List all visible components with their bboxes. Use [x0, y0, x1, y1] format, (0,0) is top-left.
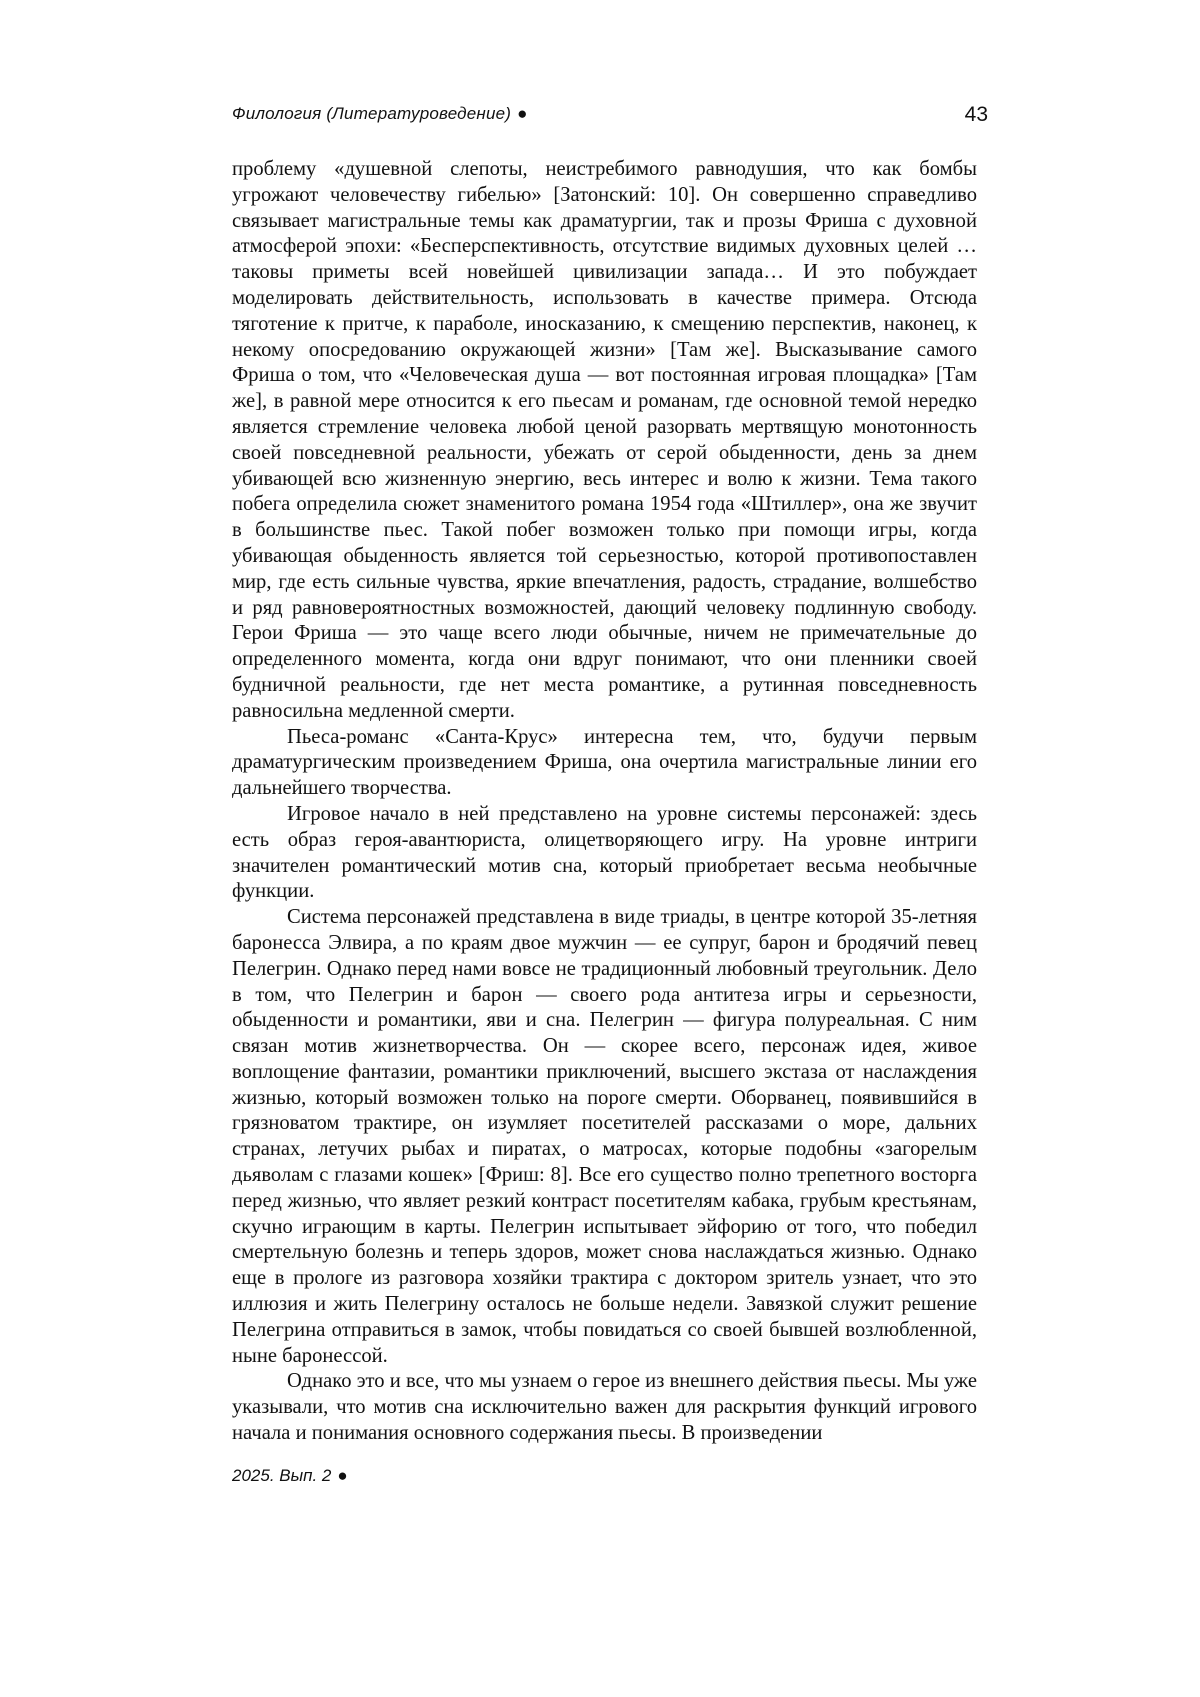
issue-label: 2025. Вып. 2	[232, 1466, 331, 1485]
paragraph-5: Однако это и все, что мы узнаем о герое из внешнего действия пьесы. Мы уже указывали, что мотив сна исключительно важен для раскрытия функций игрового начала и понимания основного содержания пьесы. В произведении	[232, 1369, 977, 1446]
paragraph-4: Система персонажей представлена в виде триады, в центре которой 35-летняя баронесса Элвира, а по краям двое мужчин — ее супруг, барон и бродячий певец Пелегрин. Однако перед нами вовсе не традиционный любовный треугольник. Дело в том, что Пелегрин и барон — своего рода антитеза игры и серьезности, обыденности и романтики, яви и сна. Пелегрин — фигура полуреальная. С ним связан мотив жизнетворчества. Он — скорее всего, персонаж идея, живое воплощение фантазии, романтики приключений, высшего экстаза от наслаждения жизнью, который возможен только на пороге смерти. Оборванец, появившийся в грязноватом трактире, он изумляет посетителей рассказами о море, дальних странах, летучих рыбах и пиратах, о матросах, которые подобны «загорелым дьяволам с глазами кошек» [Фриш: 8]. Все его существо полно трепетного восторга перед жизнью, что являет резкий контраст посетителям кабака, грубым крестьянам, скучно играющим в карты. Пелегрин испытывает эйфорию от того, что победил смертельную болезнь и теперь здоров, может снова наслаждаться жизнью. Однако еще в прологе из разговора хозяйки трактира с доктором зритель узнает, что это иллюзия и жить Пелегрину осталось не больше недели. Завязкой служит решение Пелегрина отправиться в замок, чтобы повидаться со своей бывшей возлюбленной, ныне баронессой.	[232, 905, 977, 1369]
footer-bullet-icon: ●	[337, 1466, 347, 1485]
article-body	[232, 157, 977, 1447]
running-head	[232, 104, 528, 124]
paragraph-2: Пьеса-романс «Санта-Крус» интересна тем, что, будучи первым драматургическим произведением Фриша, она очертила магистральные линии его дальнейшего творчества.	[232, 725, 977, 802]
journal-section-title: Филология (Литературоведение)	[232, 104, 511, 123]
paragraph-1: проблему «душевной слепоты, неистребимого равнодушия, что как бомбы угрожают человечеству гибелью» [Затонский: 10]. Он совершенно справедливо связывает магистральные темы как драматургии, так и прозы Фриша с духовной атмосферой эпохи: «Бесперспективность, отсутствие видимых духовных целей … таковы приметы всей новейшей цивилизации запада… И это побуждает моделировать действительность, использовать в качестве примера. Отсюда тяготение к притче, к параболе, иносказанию, к смещению перспектив, наконец, к некому опосредованию окружающей жизни» [Там же]. Высказывание самого Фриша о том, что «Человеческая душа — вот постоянная игровая площадка» [Там же], в равной мере относится к его пьесам и романам, где основной темой нередко является стремление человека любой ценой разорвать мертвящую монотонность своей повседневной реальности, убежать от серой обыденности, день за днем убивающей всю жизненную энергию, весь интерес и волю к жизни. Тема такого побега определила сюжет знаменитого романа 1954 года «Штиллер», она же звучит в большинстве пьес. Такой побег возможен только при помощи игры, когда убивающая обыденность является той серьезностью, которой противопоставлен мир, где есть сильные чувства, яркие впечатления, радость, страдание, волшебство и ряд равновероятностных возможностей, дающий человеку подлинную свободу. Герои Фриша — это чаще всего люди обычные, ничем не примечательные до определенного момента, когда они вдруг понимают, что они пленники своей будничной реальности, где нет места романтике, а рутинная повседневность равносильна медленной смерти.	[232, 157, 977, 725]
page-number: 43	[965, 103, 988, 127]
header-bullet-icon: ●	[517, 104, 527, 123]
paragraph-3: Игровое начало в ней представлено на уровне системы персонажей: здесь есть образ героя-авантюриста, олицетворяющего игру. На уровне интриги значителен романтический мотив сна, который приобретает весьма необычные функции.	[232, 802, 977, 905]
footer	[232, 1466, 348, 1486]
